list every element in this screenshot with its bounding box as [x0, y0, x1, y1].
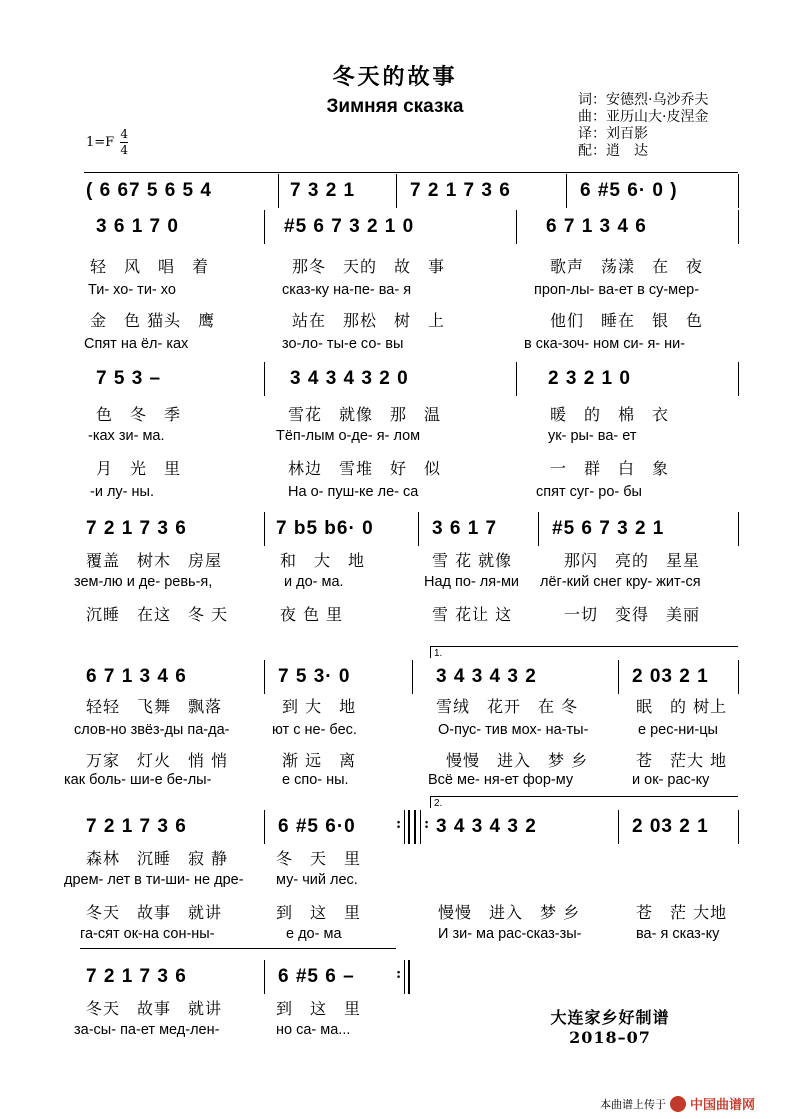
lyric-row5-ru2-d: ва- я сказ-ку	[636, 926, 720, 942]
lyric-row3-cn2-b: 夜 色 里	[280, 605, 344, 624]
lyric-row6-ru1-b: но са- ма...	[276, 1022, 351, 1038]
lyric-row3-ru1-c: Над по- ля-ми	[424, 574, 520, 590]
credit-arranger: 配：逍 达	[578, 143, 648, 159]
lyric-row4-ru1-b: ют с не- бес.	[272, 722, 357, 738]
lyric-row3-ru1-d: лёг-кий снег кру- жит-ся	[540, 574, 701, 590]
lyric-row1-cn2-c: 他们 睡在 银 色	[550, 311, 704, 330]
volta-2: 2.	[434, 798, 443, 809]
notes-row5-m4: 2 03 2 1	[632, 816, 709, 837]
notes-row0-m2: 7 3 2 1	[290, 180, 356, 201]
lyric-row4-cn1-d: 眠 的 树上	[636, 697, 728, 716]
lyric-row1-cn1-b: 那冬 天的 故 事	[292, 257, 446, 276]
site-logo-icon	[670, 1096, 686, 1112]
lyric-row2-cn2-c: 一 群 白 象	[550, 459, 670, 478]
arranger-date: 2018–07	[569, 1028, 651, 1047]
lyric-row2-cn2-a: 月 光 里	[96, 459, 182, 478]
notes-row2-m2: 3 4 3 4 3 2 0	[290, 368, 409, 389]
lyric-row3-cn1-d: 那闪 亮的 星星	[564, 551, 701, 570]
title-russian: Зимняя сказка	[326, 96, 464, 117]
notes-row5-m1: 7 2 1 7 3 6	[86, 816, 187, 837]
upload-label: 本曲谱上传于	[600, 1097, 666, 1111]
lyric-row4-ru2-b: е спо- ны.	[282, 772, 349, 788]
notes-row3-m4: #5 6 7 3 2 1	[552, 518, 665, 539]
lyric-row1-cn2-a: 金 色 猫头 鹰	[90, 311, 216, 330]
time-signature	[120, 128, 128, 157]
upload-info	[600, 1094, 755, 1113]
lyric-row2-ru1-b: Тёп-лым о-де- я- лом	[276, 428, 421, 444]
credit-lyricist: 词：安德烈·乌沙乔夫	[578, 92, 709, 108]
notes-row5-m3: 3 4 3 4 3 2	[436, 816, 537, 837]
lyric-row2-ru2-c: спят суг- ро- бы	[536, 484, 642, 500]
lyric-row4-ru2-c: Всё ме- ня-ет фор-му	[428, 772, 574, 788]
notes-row3-m2: 7 b5 b6· 0	[276, 518, 374, 539]
lyric-row4-ru2-d: и ок- рас-ку	[632, 772, 710, 788]
notes-row3-m1: 7 2 1 7 3 6	[86, 518, 187, 539]
notes-row2-m3: 2 3 2 1 0	[548, 368, 631, 389]
credit-composer: 曲：亚历山大·皮涅金	[578, 109, 709, 125]
lyric-row4-ru1-a: слов-но звёз-ды па-да-	[74, 722, 230, 738]
lyric-row5-ru2-c: И зи- ма рас-сказ-зы-	[438, 926, 582, 942]
lyric-row1-cn2-b: 站在 那松 树 上	[292, 311, 446, 330]
lyric-row3-cn2-a: 沉睡 在这 冬 天	[86, 605, 229, 624]
lyric-row4-cn1-b: 到 大 地	[282, 697, 357, 716]
notes-row4-m2: 7 5 3· 0	[278, 666, 351, 687]
repeat-end-dots-2: :	[396, 966, 402, 982]
lyric-row2-cn2-b: 林边 雪堆 好 似	[288, 459, 442, 478]
repeat-end-dots: :	[396, 816, 402, 832]
lyric-row5-ru2-a: га-сят ок-на сон-ны-	[80, 926, 215, 942]
notes-row3-m3: 3 6 1 7	[432, 518, 498, 539]
title-chinese: 冬天的故事	[332, 64, 458, 90]
notes-row4-m4: 2 03 2 1	[632, 666, 709, 687]
notes-row0-m3: 7 2 1 7 3 6	[410, 180, 511, 201]
lyric-row5-cn2-a: 冬天 故事 就讲	[86, 903, 223, 922]
lyric-row1-ru1-b: сказ-ку на-пе- ва- я	[282, 282, 412, 298]
time-bottom: 4	[120, 143, 128, 157]
notes-row6-m1: 7 2 1 7 3 6	[86, 966, 187, 987]
lyric-row5-cn2-d: 苍 茫 大地	[636, 903, 728, 922]
lyric-row4-cn2-a: 万家 灯火 悄 悄	[86, 751, 229, 770]
lyric-row1-ru1-c: проп-лы- ва-ет в су-мер-	[534, 282, 700, 298]
lyric-row6-cn1-b: 到 这 里	[276, 999, 362, 1018]
lyric-row6-ru1-a: за-сы- па-ет мед-лен-	[74, 1022, 220, 1038]
site-logo-name: 中国曲谱网	[690, 1098, 756, 1113]
key-signature	[86, 128, 128, 157]
lyric-row3-cn2-d: 一切 变得 美丽	[564, 605, 701, 624]
lyric-row2-ru1-c: ук- ры- ва- ет	[548, 428, 637, 444]
lyric-row2-ru1-a: -ках зи- ма.	[88, 428, 165, 444]
volta-1: 1.	[434, 648, 443, 659]
lyric-row1-ru1-a: Ти- хо- ти- хо	[88, 282, 176, 298]
lyric-row5-ru1-b: му- чий лес.	[276, 872, 358, 888]
lyric-row2-ru2-a: -и лу- ны.	[90, 484, 154, 500]
lyric-row4-ru2-a: как боль- ши-е бе-лы-	[64, 772, 212, 788]
notes-row1-m1: 3 6 1 7 0	[96, 216, 179, 237]
lyric-row3-cn2-c: 雪 花让 这	[432, 605, 513, 624]
lyric-row4-ru1-c: О-пус- тив мох- на-ты-	[438, 722, 589, 738]
lyric-row5-cn1-a: 森林 沉睡 寂 静	[86, 849, 229, 868]
lyric-row4-cn2-b: 渐 远 离	[282, 751, 357, 770]
lyric-row3-cn1-c: 雪 花 就像	[432, 551, 513, 570]
notes-row4-m1: 6 7 1 3 4 6	[86, 666, 187, 687]
lyric-row3-ru1-a: зем-лю и де- ревь-я,	[74, 574, 213, 590]
lyric-row1-ru2-c: в ска-зоч- ном си- я- ни-	[524, 336, 686, 352]
lyric-row1-ru2-b: зо-ло- ты-е со- вы	[282, 336, 404, 352]
notes-row2-m1: 7 5 3 –	[96, 368, 162, 389]
time-top: 4	[120, 127, 128, 141]
lyric-row2-cn1-a: 色 冬 季	[96, 405, 182, 424]
lyric-row1-cn1-c: 歌声 荡漾 在 夜	[550, 257, 704, 276]
lyric-row2-cn1-b: 雪花 就像 那 温	[288, 405, 442, 424]
lyric-row5-cn2-b: 到 这 里	[276, 903, 362, 922]
lyric-row2-ru2-b: На о- пуш-ке ле- са	[288, 484, 419, 500]
credits	[578, 92, 708, 160]
lyric-row4-cn1-a: 轻轻 飞舞 飘落	[86, 697, 223, 716]
key-label: 1=F	[86, 135, 115, 150]
notes-row6-m2: 6 #5 6 –	[278, 966, 355, 987]
lyric-row5-cn2-c: 慢慢 进入 梦 乡	[438, 903, 581, 922]
lyric-row4-cn2-c: 慢慢 进入 梦 乡	[446, 751, 589, 770]
notes-row0-m4: 6 #5 6· 0 )	[580, 180, 678, 201]
notes-row1-m2: #5 6 7 3 2 1 0	[284, 216, 415, 237]
lyric-row3-ru1-b: и до- ма.	[284, 574, 344, 590]
credit-translator: 译：刘百影	[578, 126, 648, 142]
notes-row5-m2: 6 #5 6·0	[278, 816, 356, 837]
notes-row0-m1: ( 6 67 5 6 5 4	[86, 180, 212, 201]
lyric-row2-cn1-c: 暖 的 棉 衣	[550, 405, 670, 424]
lyric-row6-cn1-a: 冬天 故事 就讲	[86, 999, 223, 1018]
lyric-row4-cn1-c: 雪绒 花开 在 冬	[436, 697, 579, 716]
arranger-signature	[520, 1008, 700, 1048]
repeat-start-dots: :	[424, 816, 430, 832]
notes-row1-m3: 6 7 1 3 4 6	[546, 216, 647, 237]
lyric-row3-cn1-a: 覆盖 树木 房屋	[86, 551, 223, 570]
lyric-row5-ru2-b: е до- ма	[286, 926, 342, 942]
lyric-row4-ru1-d: е рес-ни-цы	[638, 722, 718, 738]
lyric-row4-cn2-d: 苍 茫大 地	[636, 751, 728, 770]
lyric-row1-ru2-a: Спят на ёл- ках	[84, 336, 189, 352]
lyric-row5-cn1-b: 冬 天 里	[276, 849, 362, 868]
notes-row4-m3: 3 4 3 4 3 2	[436, 666, 537, 687]
arranger-line1: 大连家乡好制谱	[550, 1008, 670, 1027]
lyric-row5-ru1-a: дрем- лет в ти-ши- не дре-	[64, 872, 244, 888]
lyric-row1-cn1-a: 轻 风 唱 着	[90, 257, 210, 276]
lyric-row3-cn1-b: 和 大 地	[280, 551, 366, 570]
